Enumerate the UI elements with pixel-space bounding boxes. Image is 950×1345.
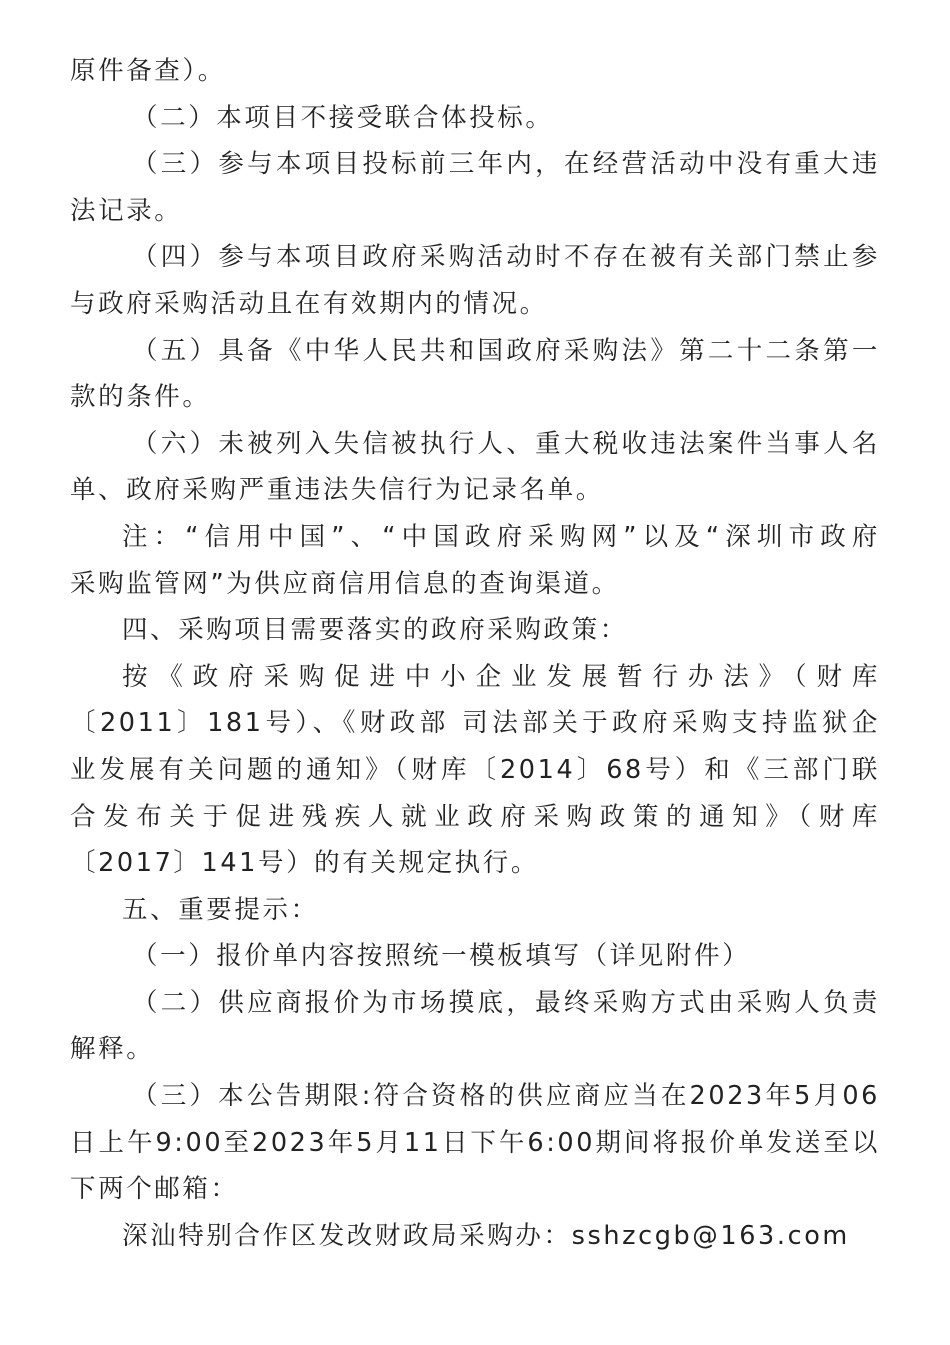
text-line: （三）本公告期限:符合资格的供应商应当在2023年5月06: [132, 1081, 880, 1112]
text-line: 原件备查）。: [70, 56, 226, 86]
text-line: 日上午9:00至2023年5月11日下午6:00期间将报价单发送至以: [70, 1127, 880, 1158]
text-line: （二）供应商报价为市场摸底，最终采购方式由采购人负责: [132, 987, 880, 1018]
text-line: 款的条件。: [70, 382, 211, 413]
text-line: 深汕特别合作区发改财政局采购办：sshzcgb@163.com: [122, 1220, 850, 1251]
text-line: 〔2011〕181号）、《财政部 司法部关于政府采购支持监狱企: [70, 708, 880, 739]
text-line: （三）参与本项目投标前三年内，在经营活动中没有重大违: [132, 149, 880, 180]
text-line: 下两个邮箱：: [70, 1174, 239, 1205]
text-line: 单、政府采购严重违法失信行为记录名单。: [70, 475, 604, 506]
text-line: （六）未被列入失信被执行人、重大税收违法案件当事人名: [132, 428, 880, 459]
text-line: 〔2017〕141号）的有关规定执行。: [70, 848, 539, 879]
text-line: （四）参与本项目政府采购活动时不存在被有关部门禁止参: [132, 242, 880, 273]
text-line: （二）本项目不接受联合体投标。: [132, 102, 554, 133]
text-line: 法记录。: [70, 195, 183, 226]
document-body: [70, 48, 880, 1259]
text-line: （五）具备《中华人民共和国政府采购法》第二十二条第一: [132, 335, 880, 366]
text-line: （一）报价单内容按照统一模板填写（详见附件）: [132, 941, 751, 972]
text-line: 合发布关于促进残疾人就业政府采购政策的通知》（财库: [70, 801, 880, 832]
text-line: 业发展有关问题的通知》（财库〔2014〕68号）和《三部门联: [70, 754, 880, 785]
text-line: 采购监管网”为供应商信用信息的查询渠道。: [70, 568, 620, 599]
text-line: 解释。: [70, 1034, 155, 1065]
text-line: 按《政府采购促进中小企业发展暂行办法》（财库: [122, 661, 880, 692]
text-line: 四、采购项目需要落实的政府采购政策：: [122, 615, 628, 646]
text-line: 注：“信用中国”、“中国政府采购网”以及“深圳市政府: [122, 521, 880, 552]
text-line: 五、重要提示：: [122, 894, 319, 925]
text-line: 与政府采购活动且在有效期内的情况。: [70, 288, 548, 319]
